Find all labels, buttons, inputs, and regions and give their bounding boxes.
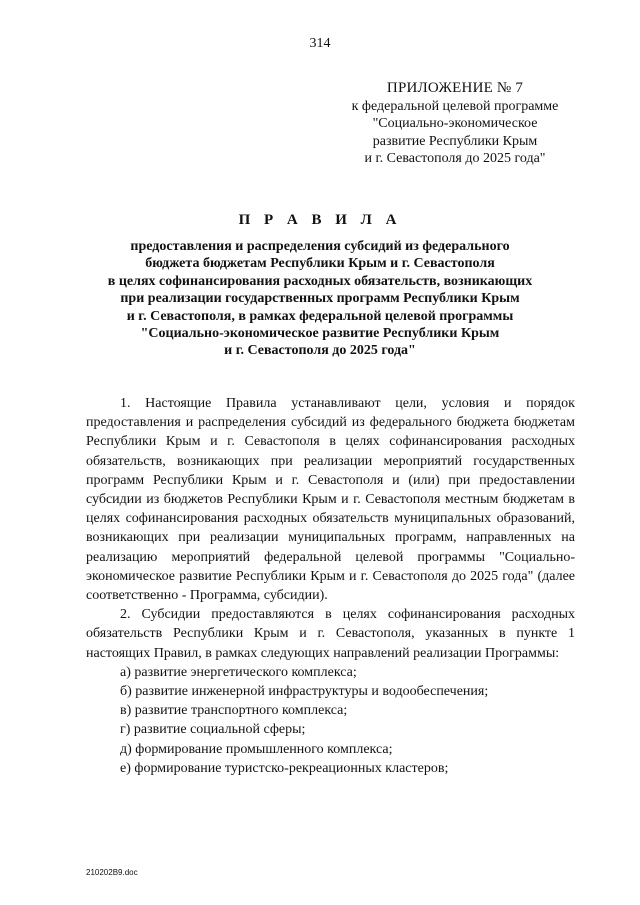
rules-heading: П Р А В И Л А [238, 212, 402, 228]
rules-subtitle-line: и г. Севастополя, в рамках федеральной целевой программы [126, 308, 514, 324]
appendix-line: к федеральной целевой программе [351, 98, 559, 114]
paragraph-1: 1. Настоящие Правила устанавливают цели, условия и порядок предоставления и распределения субсидий из федерального бюджета бюджетам Республики Крым и г. Севастополя в целях софинансирования расходных обязательств, возникающих при реализации мероприятий государственных программ Республики Крым и г. Севастополя и (или) при предоставлении субсидии из бюджетов Республики Крым и г. Севастополя местным бюджетам в целях софинансирования расходных обязательств муниципальных образований, возникающих при реализации муниципальных программ, направленных на реализацию мероприятий федеральной целевой программы "Социально-экономическое развитие Республики Крым и г. Севастополя до 2025 года" (далее соответственно - Программа, субсидии). [86, 396, 575, 604]
appendix-block [330, 80, 580, 168]
rules-subtitle-line: бюджета бюджетам Республики Крым и г. Севастополя [145, 256, 495, 272]
page-number: 314 [309, 36, 331, 51]
rules-subtitle-line: и г. Севастополя до 2025 года" [224, 343, 416, 359]
rules-subtitle [80, 238, 560, 360]
list-item: д) формирование промышленного комплекса; [120, 741, 393, 757]
rules-subtitle-line: "Социально-экономическое развитие Республики Крым [140, 326, 500, 342]
appendix-line: "Социально-экономическое [372, 116, 538, 131]
rules-subtitle-line: при реализации государственных программ Республики Крым [120, 291, 520, 307]
paragraph-2: 2. Субсидии предоставляются в целях софинансирования расходных обязательств Республики Крым и г. Севастополя, указанных в пункте 1 настоящих Правил, в рамках следующих направлений реализации Программы: [86, 607, 575, 661]
appendix-title: ПРИЛОЖЕНИЕ № 7 [386, 80, 524, 96]
document-body [86, 394, 575, 778]
list-item: г) развитие социальной сферы; [120, 722, 306, 738]
list-item: в) развитие транспортного комплекса; [120, 703, 348, 719]
footer-doc-code: 210202B9.doc [86, 868, 138, 877]
directions-list [86, 663, 575, 778]
list-item: е) формирование туристско-рекреационных кластеров; [120, 760, 449, 776]
appendix-line: развитие Республики Крым [372, 133, 538, 149]
list-item: а) развитие энергетического комплекса; [120, 664, 357, 680]
rules-subtitle-line: предоставления и распределения субсидий из федерального [130, 239, 510, 254]
appendix-line: и г. Севастополя до 2025 года" [364, 151, 546, 166]
rules-subtitle-line: в целях софинансирования расходных обязательств, возникающих [107, 273, 533, 289]
list-item: б) развитие инженерной инфраструктуры и водообеспечения; [120, 684, 489, 700]
